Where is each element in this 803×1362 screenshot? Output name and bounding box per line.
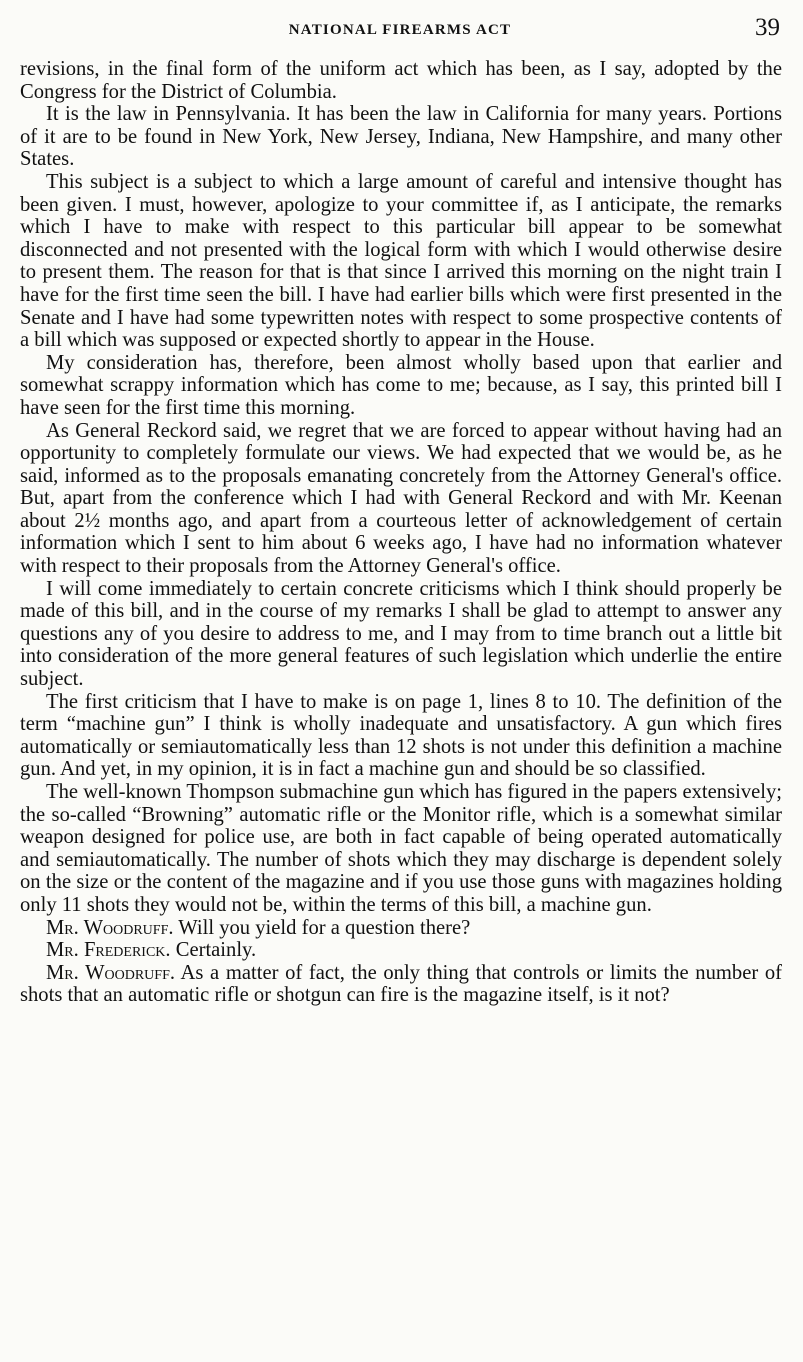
paragraph-text: The well-known Thompson submachine gun which has figured in the papers extensively; the so-called “Browning” automatic rifle or the Monitor rifle, which is a somewhat similar weapon designed for police use, are both in fact capable of being operated automatically and semiautomatically. The number of shots which they may discharge is dependent solely on the size or the content of the magazine and if you use those guns with magazines holding only 11 shots they would not be, within the terms of this bill, a machine gun. [20,781,782,916]
paragraph [20,420,782,578]
paragraph-text: My consideration has, therefore, been almost wholly based upon that earlier and somewhat scrappy information which has come to me; because, as I say, this printed bill I have seen for the first time this morning. [20,351,782,419]
paragraph-text: revisions, in the final form of the uniform act which has been, as I say, adopted by the Congress for the District of Columbia. [20,58,782,103]
paragraph-text: The first criticism that I have to make is on page 1, lines 8 to 10. The definition of the term “machine gun” I think is wholly inadequate and unsatisfactory. A gun which fires automatically or semiautomatically less than 12 shots is not under this definition a machine gun. And yet, in my opinion, it is in fact a machine gun and should be so classified. [20,690,782,781]
paragraph-text: As a matter of fact, the only thing that controls or limits the number of shots that an automatic rifle or shotgun can fire is the magazine itself, is it not? [20,961,782,1007]
paragraph-text: Certainly. [170,939,257,962]
paragraph-text: As General Reckord said, we regret that we are forced to appear without having had an opportunity to completely formulate our views. We had expected that we would be, as he said, informed as to the proposals emanating concretely from the Attorney General's office. But, apart from the conference which I had with General Reckord and with Mr. Keenan about 2½ months ago, and apart from a courteous letter of acknowledgement of certain information which I sent to him about 6 weeks ago, I have had no information whatever with respect to their proposals from the Attorney General's office. [20,419,782,578]
paragraph-text: Will you yield for a question there? [173,916,471,939]
running-header [20,14,780,46]
dialogue-paragraph [20,962,782,1007]
paragraph-text: This subject is a subject to which a large amount of careful and intensive thought has been given. I must, however, apologize to your committee if, as I anticipate, the remarks which I have to make with respect to this particular bill appear to be somewhat disconnected and not presented with the logical form with which I would otherwise desire to present them. The reason for that is that since I arrived this morning on the night train I have for the first time seen the bill. I have had earlier bills which were first presented in the Senate and I have had some typewritten notes with respect to some prospective contents of a bill which was supposed or expected shortly to appear in the House. [20,170,782,352]
paragraph [20,578,782,691]
paragraph-text: I will come immediately to certain concrete criticisms which I think should properly be made of this bill, and in the course of my remarks I shall be glad to attempt to answer any questions any of you desire to address to me, and I may from to time branch out a little bit into consideration of the more general features of such legislation which underlie the entire subject. [20,577,782,691]
dialogue-paragraph [20,939,782,962]
running-title: NATIONAL FIREARMS ACT [288,22,512,38]
paragraph [20,781,782,917]
paragraph [20,103,782,171]
paragraph [20,171,782,352]
paragraph [20,352,782,420]
speaker-name: Mr. Woodruff. [46,916,174,939]
paragraph-text: It is the law in Pennsylvania. It has been the law in California for many years. Portions of it are to be found in New York, New Jersey, Indiana, New Hampshire, and many other States. [20,103,782,171]
paragraph [20,691,782,781]
body-text [20,58,782,1007]
speaker-name: Mr. Woodruff. [46,961,176,984]
paragraph [20,58,782,103]
dialogue-paragraph [20,917,782,940]
speaker-name: Mr. Frederick. [46,939,171,962]
page-number: 39 [755,14,780,41]
